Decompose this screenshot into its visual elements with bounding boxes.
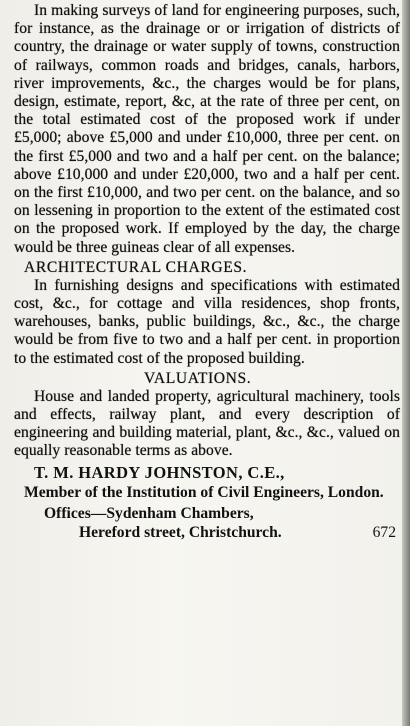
membership-line: Member of the Institution of Civil Engineers, London. [24, 483, 384, 501]
architectural-paragraph: In furnishing designs and specifications with estimated cost, &c., for cottage and villa residences, shop fronts, warehouses, banks, public buildings, &c., &c., the charge would be from five to two and a half per cent. in proportion to the estimated cost of the proposed building. [14, 276, 400, 367]
office-line-2 [79, 523, 400, 542]
office-line-1: Offices—Sydenham Chambers, [44, 504, 254, 522]
valuations-paragraph: House and landed property, agricultural machinery, tools and effects, railway plant, and every description of engineering and building material, plant, &c., &c., valued on equally reasonable terms as above. [14, 387, 400, 460]
architectural-heading: ARCHITECTURAL CHARGES. [24, 258, 248, 276]
office-address: Hereford street, Christchurch. [79, 523, 282, 541]
valuations-heading: VALUATIONS. [144, 369, 252, 387]
page-edge-shadow [402, 0, 410, 726]
ad-number: 672 [372, 523, 396, 541]
advertisement-column [14, 2, 400, 542]
engineer-name: T. M. HARDY JOHNSTON, C.E., [34, 462, 285, 482]
survey-paragraph: In making surveys of land for engineering purposes, such, for instance, as the drainage or or irrigation of districts of country, the drainage or water supply of towns, construction of railways, common roads and bridges, canals, harbors, river improvements, &c., the charges would be for plans, design, estimate, report, &c, at the rate of three per cent, on the total estimated cost of the proposed work if under £5,000; above £5,000 and under £10,000, three per cent. on the first £5,000 and two and a half per cent. on the balance; above £10,000 and under £20,000, two and a half per cent. on the first £10,000, and two per cent. on the balance, and so on lessening in proportion to the extent of the estimated cost on the proposed work. If employed by the day, the charge would be three guineas clear of all expenses. [14, 2, 400, 256]
